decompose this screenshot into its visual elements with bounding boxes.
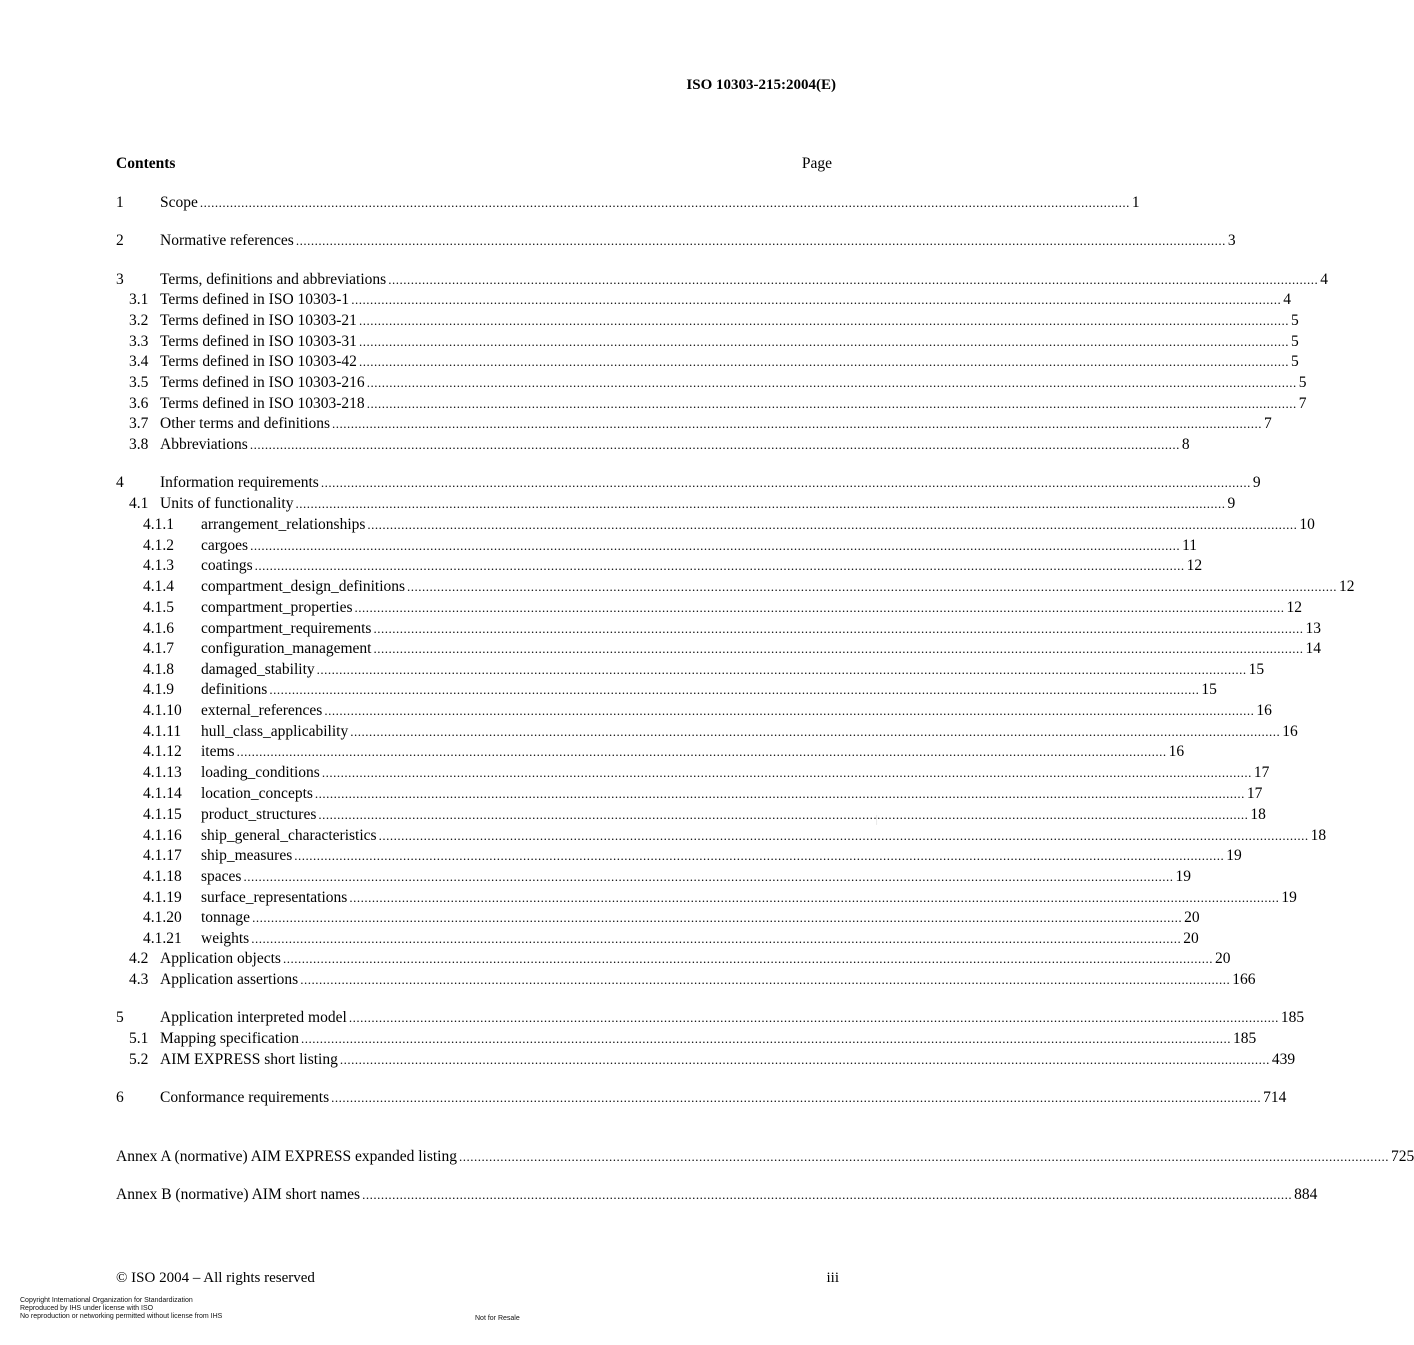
footer-copyright: © ISO 2004 – All rights reserved bbox=[116, 1270, 315, 1286]
toc-entry-page: 11 bbox=[1182, 537, 1197, 554]
toc-entry-number: 4.1.10 bbox=[143, 702, 182, 719]
toc-entry-page: 16 bbox=[1168, 743, 1185, 760]
dot-leader bbox=[367, 394, 1297, 413]
toc-entry-title: compartment_design_definitions bbox=[201, 578, 406, 595]
dot-leader bbox=[373, 619, 1303, 638]
toc-entry-title: tonnage bbox=[201, 909, 251, 926]
dot-leader bbox=[318, 805, 1248, 824]
dot-leader bbox=[388, 270, 1318, 289]
toc-entry-page: 185 bbox=[1280, 1009, 1305, 1026]
dot-leader bbox=[251, 929, 1181, 948]
dot-leader bbox=[349, 1008, 1279, 1027]
toc-entry-title: damaged_stability bbox=[201, 661, 315, 678]
toc-entry-number: 3.8 bbox=[129, 436, 149, 453]
toc-entry-number: 4.1.13 bbox=[143, 764, 182, 781]
toc-entry[interactable] bbox=[116, 556, 1203, 575]
toc-entry-title: Normative references bbox=[160, 232, 294, 249]
dot-leader bbox=[459, 1147, 1389, 1166]
toc-entry[interactable] bbox=[116, 619, 1321, 638]
toc-entry-title: Conformance requirements bbox=[160, 1089, 330, 1106]
toc-entry-page: 7 bbox=[1298, 395, 1307, 412]
toc-entry-page: 16 bbox=[1256, 702, 1272, 719]
toc-entry-title: ship_general_characteristics bbox=[201, 827, 377, 844]
toc-entry-page: 20 bbox=[1183, 930, 1199, 947]
toc-entry[interactable] bbox=[116, 352, 1299, 371]
dot-leader bbox=[252, 908, 1182, 927]
toc-entry[interactable] bbox=[116, 193, 1140, 212]
dot-leader bbox=[321, 473, 1251, 492]
toc-entry-number: 3.1 bbox=[129, 291, 149, 308]
toc-entry[interactable] bbox=[116, 763, 1270, 782]
toc-entry-title: Units of functionality bbox=[160, 495, 294, 512]
dot-leader bbox=[407, 577, 1337, 596]
toc-entry-number: 3.2 bbox=[129, 312, 149, 329]
toc-entry-page: 9 bbox=[1227, 495, 1236, 512]
toc-entry-number: 5.1 bbox=[129, 1030, 149, 1047]
dot-leader bbox=[379, 826, 1309, 845]
toc-entry-title: Terms defined in ISO 10303-216 bbox=[160, 374, 365, 391]
page-column-label: Page bbox=[801, 155, 832, 172]
toc-entry-title: Annex A (normative) AIM EXPRESS expanded listing bbox=[116, 1148, 457, 1165]
toc-entry-page: 714 bbox=[1263, 1089, 1287, 1106]
toc-entry[interactable] bbox=[116, 577, 1355, 596]
toc-entry-number: 4.1.3 bbox=[143, 557, 174, 574]
toc-entry-title: definitions bbox=[201, 681, 268, 698]
toc-entry-title: Terms defined in ISO 10303-42 bbox=[160, 353, 357, 370]
toc-entry-page: 3 bbox=[1227, 232, 1236, 249]
toc-entry[interactable] bbox=[116, 290, 1291, 309]
license-notice bbox=[20, 1297, 222, 1321]
toc-entry[interactable] bbox=[116, 311, 1299, 330]
dot-leader bbox=[294, 846, 1224, 865]
toc-entry[interactable] bbox=[116, 680, 1217, 699]
toc-entry-page: 185 bbox=[1233, 1030, 1257, 1047]
dot-leader bbox=[355, 598, 1285, 617]
toc-entry[interactable] bbox=[116, 494, 1236, 513]
toc-entry[interactable] bbox=[116, 908, 1200, 927]
toc-entry-number: 4.1.2 bbox=[143, 537, 174, 554]
dot-leader bbox=[359, 311, 1289, 330]
footer-page-number: iii bbox=[826, 1270, 839, 1286]
toc-entry[interactable] bbox=[116, 660, 1265, 679]
toc-entry-number: 4.1 bbox=[129, 495, 149, 512]
toc-entry[interactable] bbox=[116, 1029, 1257, 1048]
dot-leader bbox=[317, 660, 1247, 679]
toc-entry-number: 4.3 bbox=[129, 971, 149, 988]
toc-entry-title: cargoes bbox=[201, 537, 249, 554]
toc-entry-page: 18 bbox=[1250, 806, 1266, 823]
toc-entry-number: 1 bbox=[116, 194, 124, 211]
toc-entry-page: 19 bbox=[1175, 868, 1191, 885]
toc-entry-title: product_structures bbox=[201, 806, 317, 823]
toc-entry-number: 4.1.1 bbox=[143, 516, 174, 533]
dot-leader bbox=[362, 1185, 1292, 1204]
dot-leader bbox=[350, 722, 1280, 741]
toc-entry-title: Application assertions bbox=[160, 971, 299, 988]
toc-entry-number: 5 bbox=[116, 1009, 124, 1026]
toc-entry-title: Terms defined in ISO 10303-21 bbox=[160, 312, 357, 329]
toc-entry-title: arrangement_relationships bbox=[201, 516, 366, 533]
toc-entry-title: ship_measures bbox=[201, 847, 293, 864]
toc-entry-number: 3.3 bbox=[129, 333, 149, 350]
toc-entry-title: Mapping specification bbox=[160, 1030, 300, 1047]
toc-entry-title: compartment_properties bbox=[201, 599, 353, 616]
dot-leader bbox=[359, 352, 1289, 371]
toc-entry[interactable] bbox=[116, 394, 1307, 413]
toc-entry-page: 9 bbox=[1252, 474, 1261, 491]
toc-entry[interactable] bbox=[116, 949, 1231, 968]
toc-entry-title: location_concepts bbox=[201, 785, 313, 802]
dot-leader bbox=[283, 949, 1213, 968]
toc-entry-number: 4.1.7 bbox=[143, 640, 174, 657]
toc-entry[interactable] bbox=[116, 515, 1315, 534]
toc-entry[interactable] bbox=[116, 1185, 1318, 1204]
toc-entry-page: 8 bbox=[1181, 436, 1190, 453]
toc-entry-title: items bbox=[201, 743, 235, 760]
dot-leader bbox=[373, 639, 1303, 658]
toc-entry-title: compartment_requirements bbox=[201, 620, 372, 637]
toc-entry-page: 15 bbox=[1248, 661, 1265, 678]
toc-entry-title: surface_representations bbox=[201, 889, 348, 906]
dot-leader bbox=[255, 556, 1185, 575]
toc-entry-title: Abbreviations bbox=[160, 436, 248, 453]
toc-entry-number: 2 bbox=[116, 232, 124, 249]
toc-entry-title: hull_class_applicability bbox=[201, 723, 349, 740]
toc-entry[interactable] bbox=[116, 414, 1272, 433]
toc-entry-title: weights bbox=[201, 930, 250, 947]
toc-entry[interactable] bbox=[116, 867, 1191, 886]
dot-leader bbox=[367, 373, 1297, 392]
dot-leader bbox=[349, 888, 1279, 907]
toc-entry[interactable] bbox=[116, 742, 1185, 761]
toc-entry-title: Terms defined in ISO 10303-31 bbox=[160, 333, 357, 350]
toc-entry-number: 4.1.14 bbox=[143, 785, 182, 802]
toc-entry-number: 4.1.8 bbox=[143, 661, 174, 678]
toc-entry-number: 4.1.4 bbox=[143, 578, 174, 595]
toc-entry-page: 16 bbox=[1282, 723, 1298, 740]
toc-entry-title: AIM EXPRESS short listing bbox=[160, 1051, 338, 1068]
toc-entry-number: 4.1.17 bbox=[143, 847, 182, 864]
toc-entry[interactable] bbox=[116, 373, 1307, 392]
toc-entry[interactable] bbox=[116, 473, 1261, 492]
toc-entry-number: 4.1.12 bbox=[143, 743, 182, 760]
toc-entry-number: 4.1.20 bbox=[143, 909, 182, 926]
toc-entry-number: 4.1.18 bbox=[143, 868, 182, 885]
toc-entry-number: 6 bbox=[116, 1089, 124, 1106]
dot-leader bbox=[243, 867, 1173, 886]
dot-leader bbox=[315, 784, 1245, 803]
dot-leader bbox=[324, 701, 1254, 720]
toc-entry-number: 4.1.19 bbox=[143, 889, 182, 906]
dot-leader bbox=[200, 193, 1130, 212]
toc-entry-page: 20 bbox=[1184, 909, 1200, 926]
toc-entry-title: coatings bbox=[201, 557, 253, 574]
dot-leader bbox=[359, 332, 1289, 351]
toc-entry-page: 18 bbox=[1310, 827, 1327, 844]
toc-entry-page: 5 bbox=[1298, 374, 1307, 391]
toc-entry[interactable] bbox=[116, 826, 1327, 845]
toc-entry-title: configuration_management bbox=[201, 640, 372, 657]
toc-entry-number: 3.7 bbox=[129, 415, 149, 432]
toc-entry-page: 17 bbox=[1253, 764, 1270, 781]
toc-entry-page: 4 bbox=[1283, 291, 1291, 308]
document-id: ISO 10303-215:2004(E) bbox=[686, 77, 836, 93]
toc-entry[interactable] bbox=[116, 805, 1266, 824]
toc-entry-title: Terms defined in ISO 10303-1 bbox=[160, 291, 350, 308]
toc-entry-title: loading_conditions bbox=[201, 764, 320, 781]
toc-entry[interactable] bbox=[116, 231, 1236, 250]
toc-entry-page: 17 bbox=[1246, 785, 1263, 802]
toc-entry-number: 4.1.15 bbox=[143, 806, 182, 823]
toc-entry-page: 12 bbox=[1339, 578, 1355, 595]
toc-entry-page: 20 bbox=[1214, 950, 1231, 967]
toc-entry-page: 166 bbox=[1232, 971, 1256, 988]
toc-entry-number: 4.1.9 bbox=[143, 681, 174, 698]
toc-entry-number: 4.1.21 bbox=[143, 930, 182, 947]
toc-entry-page: 14 bbox=[1305, 640, 1321, 657]
toc-entry-title: Terms, definitions and abbreviations bbox=[160, 271, 387, 288]
toc-entry[interactable] bbox=[116, 970, 1256, 989]
toc-entry-page: 5 bbox=[1290, 312, 1299, 329]
toc-entry[interactable] bbox=[116, 929, 1199, 948]
toc-entry-page: 19 bbox=[1226, 847, 1242, 864]
toc-entry-page: 884 bbox=[1294, 1186, 1318, 1203]
toc-entry-page: 7 bbox=[1264, 415, 1272, 432]
toc-entry[interactable] bbox=[116, 888, 1297, 907]
dot-leader bbox=[237, 742, 1167, 761]
toc-entry-title: external_references bbox=[201, 702, 323, 719]
toc-entry-title: Other terms and definitions bbox=[160, 415, 331, 432]
toc-entry-title: Application objects bbox=[160, 950, 281, 967]
dot-leader bbox=[351, 290, 1281, 309]
toc-entry-title: Annex B (normative) AIM short names bbox=[116, 1186, 361, 1203]
dot-leader bbox=[367, 515, 1297, 534]
toc-entry-number: 3 bbox=[116, 271, 124, 288]
toc-entry[interactable] bbox=[116, 536, 1197, 555]
dot-leader bbox=[300, 970, 1230, 989]
toc-entry-page: 5 bbox=[1290, 333, 1299, 350]
toc-entry-page: 12 bbox=[1186, 557, 1203, 574]
dot-leader bbox=[322, 763, 1252, 782]
toc-entry-page: 725 bbox=[1390, 1148, 1414, 1165]
dot-leader bbox=[269, 680, 1199, 699]
toc-entry-number: 3.6 bbox=[129, 395, 149, 412]
toc-entry[interactable] bbox=[116, 701, 1272, 720]
license-line: Copyright International Organization for Standardization bbox=[20, 1297, 193, 1304]
dot-leader bbox=[331, 1088, 1261, 1107]
toc-entry-number: 4.1.16 bbox=[143, 827, 182, 844]
toc-entry-page: 1 bbox=[1131, 194, 1140, 211]
toc-entry-title: Scope bbox=[160, 194, 198, 211]
toc-entry-number: 4.1.5 bbox=[143, 599, 174, 616]
contents-heading: Contents bbox=[116, 155, 176, 172]
toc-entry-title: Terms defined in ISO 10303-218 bbox=[160, 395, 365, 412]
toc-entry-title: spaces bbox=[201, 868, 242, 885]
dot-leader bbox=[295, 494, 1225, 513]
license-line: Reproduced by IHS under license with ISO bbox=[20, 1305, 154, 1312]
toc-entry-number: 3.5 bbox=[129, 374, 149, 391]
resale-notice: Not for Resale bbox=[475, 1315, 520, 1322]
toc-entry[interactable] bbox=[116, 1008, 1305, 1027]
toc-entry-title: Application interpreted model bbox=[160, 1009, 347, 1026]
toc-entry[interactable] bbox=[116, 598, 1303, 617]
toc-entry[interactable] bbox=[116, 722, 1298, 741]
toc-entry-page: 12 bbox=[1286, 599, 1303, 616]
toc-entry-number: 4 bbox=[116, 474, 124, 491]
toc-entry-number: 4.1.11 bbox=[143, 723, 182, 740]
toc-entry[interactable] bbox=[116, 784, 1263, 803]
toc-entry[interactable] bbox=[116, 1050, 1296, 1069]
toc-entry-page: 15 bbox=[1201, 681, 1217, 698]
license-line: No reproduction or networking permitted without license from IHS bbox=[20, 1313, 223, 1320]
toc-entry-number: 4.2 bbox=[129, 950, 149, 967]
toc-entry[interactable] bbox=[116, 270, 1328, 289]
dot-leader bbox=[340, 1050, 1270, 1069]
toc-entry-title: Information requirements bbox=[160, 474, 319, 491]
dot-leader bbox=[250, 536, 1180, 555]
dot-leader bbox=[250, 435, 1180, 454]
toc-entry[interactable] bbox=[116, 639, 1321, 658]
toc-entry-page: 5 bbox=[1290, 353, 1299, 370]
toc-entry-page: 13 bbox=[1305, 620, 1321, 637]
margin-watermark: ····· bbox=[873, 815, 879, 825]
toc-entry-number: 5.2 bbox=[129, 1051, 149, 1068]
dot-leader bbox=[301, 1029, 1231, 1048]
toc-entry-page: 10 bbox=[1299, 516, 1315, 533]
toc-entry-page: 19 bbox=[1281, 889, 1297, 906]
toc-entry[interactable] bbox=[116, 1088, 1287, 1107]
dot-leader bbox=[332, 414, 1262, 433]
toc-entry[interactable] bbox=[116, 1147, 1414, 1166]
toc-entry[interactable] bbox=[116, 435, 1190, 454]
toc-entry-page: 4 bbox=[1320, 271, 1328, 288]
toc-entry[interactable] bbox=[116, 332, 1299, 351]
dot-leader bbox=[296, 231, 1226, 250]
toc-entry-page: 439 bbox=[1271, 1051, 1296, 1068]
toc-entry[interactable] bbox=[116, 846, 1242, 865]
toc-entry-number: 4.1.6 bbox=[143, 620, 174, 637]
toc-entry-number: 3.4 bbox=[129, 353, 149, 370]
